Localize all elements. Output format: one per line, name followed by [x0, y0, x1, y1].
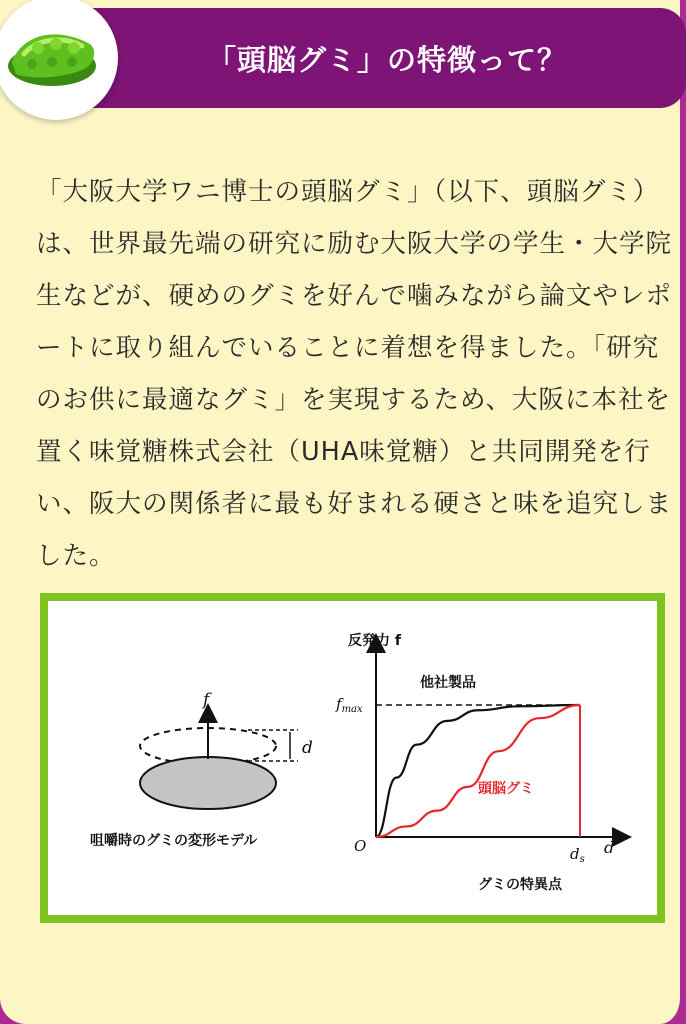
diagram-caption: 咀嚼時のグミの変形モデル — [90, 833, 258, 849]
figure-frame — [40, 593, 665, 923]
origin-label: O — [354, 837, 367, 855]
deformation-diagram — [90, 690, 313, 849]
y-axis-label: 反発力 f — [348, 633, 401, 649]
svg-text:fmax: $f_{max}$ — [336, 695, 363, 715]
displacement-label: d — [302, 738, 313, 758]
series-line-brain — [376, 705, 580, 837]
ds-tick-label — [570, 845, 585, 865]
gummy-ellipse — [140, 757, 276, 809]
fmax-tick-label — [335, 695, 363, 715]
section-title: 「頭脳グミ」の特徴って？ — [206, 42, 567, 77]
series-line-other — [376, 705, 580, 837]
x-caption: グミの特異点 — [478, 877, 562, 893]
force-chart — [335, 632, 622, 893]
figure-svg — [48, 601, 657, 915]
series-label-brain: 頭脳グミ — [478, 781, 534, 797]
svg-text:ds: $d_s$ — [570, 845, 585, 865]
description-paragraph: 「大阪大学ワニ博士の頭脳グミ」（以下、頭脳グミ）は、世界最先端の研究に励む大阪大学の学生・大学院生などが、硬めのグミを好んで噛みながら論文やレポートに取り組んでいることに着想を得ました。「研究のお供に最適なグミ」を実現するため、大阪に本社を置く味覚糖株式会社（UHA味覚糖）と共同開発を行い、阪大の関係者に最も好まれる硬さと味を追究しました。 — [36, 177, 673, 571]
force-label: f — [203, 690, 210, 710]
section-header — [48, 8, 686, 108]
x-axis-label: d — [604, 838, 615, 857]
series-label-other: 他社製品 — [420, 675, 476, 691]
